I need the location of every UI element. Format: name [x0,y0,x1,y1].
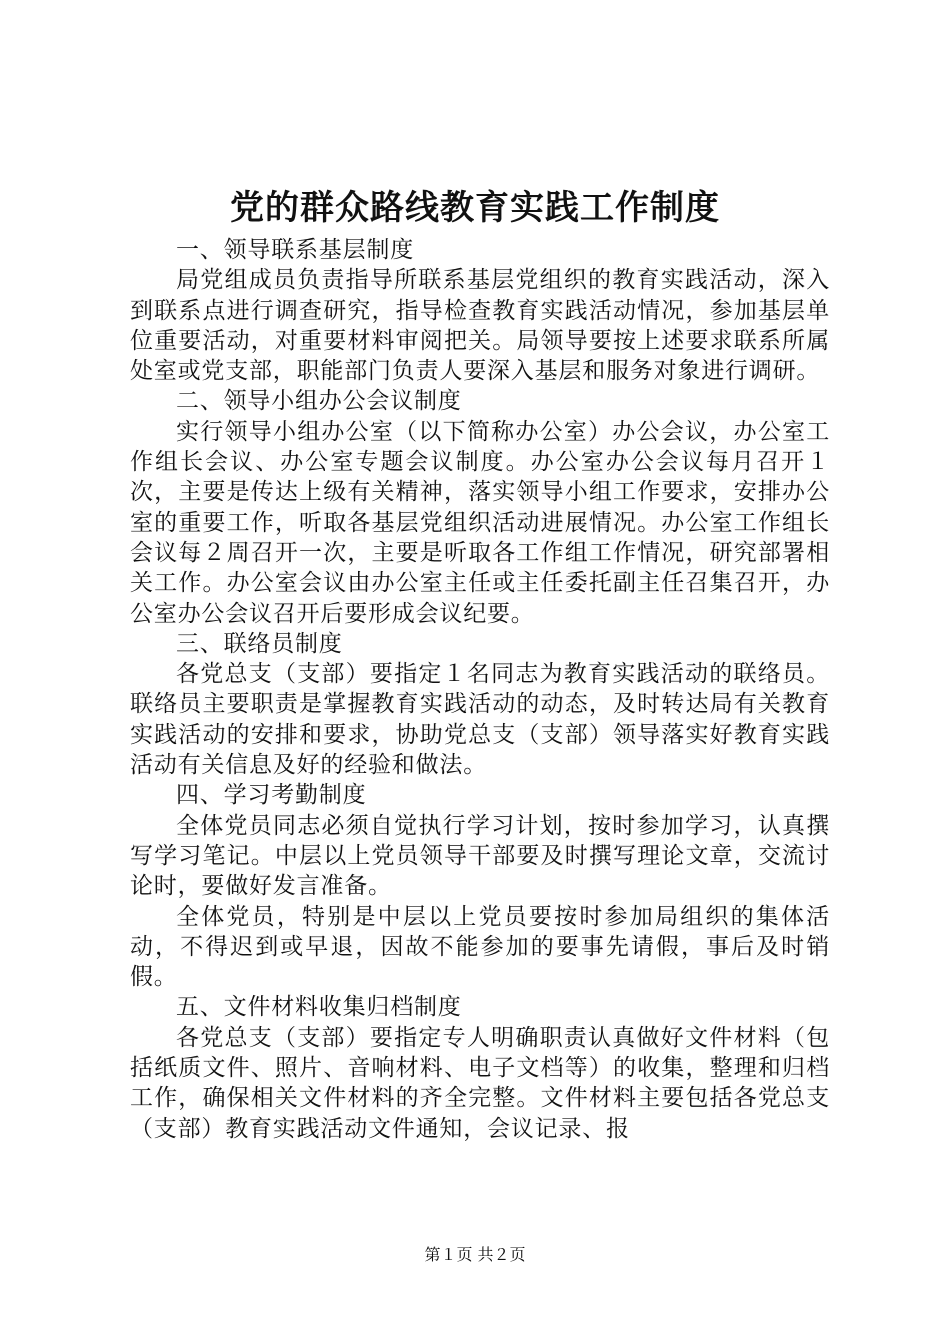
paragraph: 局党组成员负责指导所联系基层党组织的教育实践活动，深入到联系点进行调查研究，指导检查教育实践活动情况，参加基层单位重要活动，对重要材料审阅把关。局领导要按上述要求联系所属处室或党支部，职能部门负责人要深入基层和服务对象进行调研。 [130,267,830,385]
section-heading-5: 五、文件材料收集归档制度 [176,994,462,1021]
paragraph: 全体党员同志必须自觉执行学习计划，按时参加学习，认真撰写学习笔记。中层以上党员领导干部要及时撰写理论文章，交流讨论时，要做好发言准备。 [130,812,830,900]
page-footer: 第１页 共２页 [424,1245,526,1264]
document-body [130,235,830,1144]
paragraph: 各党总支（支部）要指定专人明确职责认真做好文件材料（包括纸质文件、照片、音响材料、电子文档等）的收集，整理和归档工作，确保相关文件材料的齐全完整。文件材料主要包括各党总支（支部）教育实践活动文件通知，会议记录、报 [130,1024,830,1142]
section-heading-1: 一、领导联系基层制度 [176,237,414,263]
section-heading-4: 四、学习考勤制度 [176,782,367,809]
paragraph: 各党总支（支部）要指定１名同志为教育实践活动的联络员。联络员主要职责是掌握教育实践活动的动态，及时转达局有关教育实践活动的安排和要求，协助党总支（支部）领导落实好教育实践活动有关信息及好的经验和做法。 [130,661,830,779]
section-heading-2: 二、领导小组办公会议制度 [176,388,462,415]
paragraph: 全体党员，特别是中层以上党员要按时参加局组织的集体活动，不得迟到或早退，因故不能参加的要事先请假，事后及时销假。 [130,903,830,991]
section-heading-3: 三、联络员制度 [176,630,343,657]
document-title: 党的群众路线教育实践工作制度 [230,188,720,228]
paragraph: 实行领导小组办公室（以下简称办公室）办公会议，办公室工作组长会议、办公室专题会议制度。办公室办公会议每月召开１次，主要是传达上级有关精神，落实领导小组工作要求，安排办公室的重要工作，听取各基层党组织活动进展情况。办公室工作组长会议每２周召开一次，主要是听取各工作组工作情况，研究部署相关工作。办公室会议由办公室主任或主任委托副主任召集召开，办公室办公会议召开后要形成会议纪要。 [130,418,830,627]
